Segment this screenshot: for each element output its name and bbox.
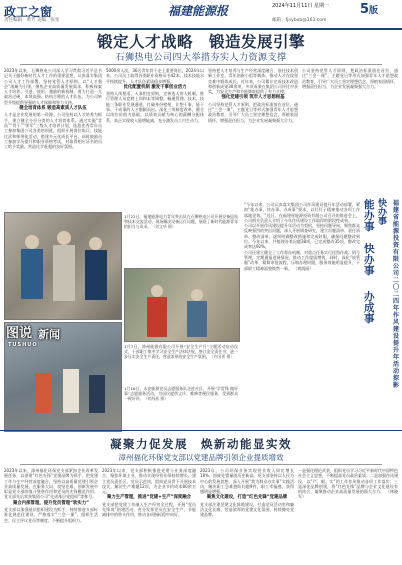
article1-column-4 xyxy=(302,68,398,198)
article1-subheading: 健全培育体系 锻造高素质人才队伍 xyxy=(19,106,87,112)
article1-paragraph: 人才是企业发展的第一资源。公司坚持以人才培养为抓手，建立健全分层分类的人才培育体系。通过实施“青苗”“骨干”“领军”三级人才培养计划，选派优秀青年员工参加集团公司各类培训班，组织开展岗位练兵、技能比武和师带徒活动，搭建多元化成长平台。同时鼓励员工参加学历提升和职业资格考试，对取得相应证书的员工给予奖励，营造比学赶超的良好氛围。 xyxy=(4,112,102,150)
article1-paragraph: 公司坚持党管人才原则，把政治标准放在首位，通过“三会一课”、主题党日等形式加强青年人才思想政治教育，引导广大员工坚定理想信念，厚植家国情怀，增强责任担当，为企业发展凝聚强大合力。 xyxy=(208,101,298,123)
side-title-col2: 快办事 xyxy=(378,199,388,228)
masthead: 福建能源报 xyxy=(168,4,229,18)
article2-column-1: 2023年以来，漳州福化环保党支部紧扣企业改革发展任务，以创建“红色先锋”党建品牌为抓手，把党建工作与生产经营深度融合，坚持以高质量党建引领企业高质量发展，在服务大局、攻坚克难、创新发展中彰显党支部的战斗堡垒作用和党员的先锋模范作用，党支部先后荣获集团公司“先进基层党组织”等称号。 聚合内部管理，提升党员管理“软实力” 党支部以加强基层组织建设为抓手，持续推进支部标准化规范化建设，严格落实“三会一课”、组织生活会、民主评议党员等制度，不断提升组织力。 xyxy=(4,468,98,523)
editor-credit: 责任编辑：黄芳 美编：张星 xyxy=(4,18,60,23)
photo-volunteer-service xyxy=(124,268,240,342)
article1-paragraph: 坚持人岗相适、人事相宜原则，完善选人用人机制。推行管理人员竞聘上岗和末等调整，畅通管理、技术、技能三条职业发展通道，打破身份壁垒，让想干事、能干事、干成事的人才脱颖而出。深化三项制度改革，健全以岗位价值为基础、以绩效贡献为核心的薪酬分配体系，真正实现收入能增能减，充分激发员工内生动力。 xyxy=(106,91,204,123)
article1-column-1 xyxy=(4,68,102,210)
section-divider xyxy=(0,430,402,431)
page-header xyxy=(0,0,402,30)
date-line: 2024年11月11日 星期一 xyxy=(272,3,330,9)
tushuo-logo: 图说 新闻 TUSHUO xyxy=(6,326,60,348)
side-article-body: “今年以来，公司认真落实集团公司作风建设提升年活动部署，紧扣“能办事、快办事、办成事”要求，以钉钉子精神推动各项工作落地见效。”近日，在福建省能源投资有限公司召开的推进会上，公司相关负责人介绍了今年作风建设工作取得的阶段性成效。 公司以开展作风建设提升年活动为契机，坚持问题导向，聚焦群众反映强烈的突出问题，深入开展调查研究，建立问题清单、责任清单、整改清单，逐项明确整改措施和完成时限，确保问题整改到位。今年以来，共梳理各类问题38项，已完成整改35项，整改完成率达92%。 公司还建立健全了工作督办机制，对重点任务实行挂图作战、销号管理，定期通报进展情况，推动工作提质增效。同时，深化“放管服”改革，精简审批流程，压缩办理时限，服务效能明显提升，干部职工精神面貌焕然一新。 （黄润丽） xyxy=(244,202,360,271)
photo-caption-1: 1月22日，福建能源电力青年突击队在石狮热电公司开展设备巡检和技术交流活动，现场解决设备运行问题，展现了新时代能源青年的担当与风采。（刘文华 摄） xyxy=(124,214,238,230)
article2-subtitle: 漳州福化环保党支部以党建品牌引领企业提质增效 xyxy=(118,453,284,462)
article2-divider xyxy=(20,464,382,465)
article1-column-2 xyxy=(106,68,204,210)
article1-paragraph: 坚持把人才培养与生产经营深度融合，依托技术创新工作室、青年创新小组等载体，推动人才在攻坚克难中锻炼成长。近年来，公司累计完成技术改造和创新成果30余项，多项成果在集团公司评比中获奖，为安全生产和节能降耗提供了有力支撑。 xyxy=(208,68,298,95)
article1-title: 锻定人才战略 锻造发展引擎 xyxy=(96,32,305,51)
side-title-c: 办成事 xyxy=(364,291,375,325)
article1-paragraph: 5000余人次，36名青年骨干走上重要岗位。2024年以来，公司员工取得各类职业资格证书42本，技术技能水平持续提升，人才队伍素质稳步增强。 xyxy=(106,68,204,84)
article1-paragraph: 公司坚持党管人才原则，把政治标准放在首位，通过“三会一课”、主题党日等形式加强青年人才思想政治教育，引导广大员工坚定理想信念，厚植家国情怀，增强责任担当，为企业发展凝聚强大合力。 xyxy=(302,68,398,89)
side-title-a: 能办事 xyxy=(364,199,375,233)
editor-email: 邮箱：fjnybxb@163.com xyxy=(272,18,327,23)
photo-caption-3: 1月16日，永安能源党员志愿服务队走进社区，开展“学雷锋 做好事”志愿服务活动，为居民提供义诊、维修等便民服务，受到群众一致好评。（何海燕 摄） xyxy=(124,386,238,402)
article2-column-4: 一是强化理论武装，组织党员学习习近平新时代中国特色社会主义思想，不断提高党员政治素质；二是加强作风建设，以“严、细、实”的工作作风推动各项工作落实；三是深化品牌创建，将“红色先锋”品牌与企业文化建设有机结合，凝聚推动企业高质量发展的强大合力。 （林晓军） xyxy=(298,468,398,500)
article2-column-3: 2023年，公司环保业务实现营业收入同比增长18%，固废处置量创历史新高。党支部坚持以人民为中心的发展思想，深入开展“我为群众办实事”实践活动，解决职工急难愁盼问题9件，职工幸福感、获得感明显增强。 聚焦文化建设，打造“红色先锋”党建品牌 党支部注重党建文化阵地建设，打造党员活动室和廉洁文化长廊，营造浓厚的党建文化氛围，持续擦亮党建品牌。 xyxy=(200,468,294,518)
page-number: 5版 xyxy=(360,2,379,17)
article2-title: 凝聚力促发展 焕新动能显实效 xyxy=(110,437,292,451)
title-divider xyxy=(20,64,382,65)
article1-subheading: 强化党建引领 筑牢人才思想根基 xyxy=(221,95,285,101)
article1-subheading: 优化配置机制 激发干事创业活力 xyxy=(123,84,187,90)
side-vertical-subtitle: 福建省能源投资有限公司二〇二四年作风建设提升年活动掠影 xyxy=(393,200,400,389)
article1-column-3 xyxy=(208,68,298,198)
photo-caption-2: 1月7日，漳州能源有限公司开展“安全生产月”主题活动启动仪式，干部职工集中学习安全生产法律法规，签订安全责任书，进一步压实安全生产责任，营造浓厚的安全生产氛围。（许国勇 摄） xyxy=(124,344,238,360)
side-title-b: 快办事 xyxy=(364,243,375,277)
section-title: 政工之窗 xyxy=(4,5,53,19)
article1-paragraph: 2023年以来，石狮热电公司深入学习贯彻习近平总书记关于做好新时代人才工作的重要思想，认真落实集团公司人才工作部署，坚持党管人才原则，以“人才强企”战略为引领，聚焦企业高质量发展需求，积极探索人才培养、引进、使用、激励的新机制，着力打造一支政治过硬、本领高强、结构合理的人才队伍，为公司转型升级提供坚强的人才保障和智力支持。 xyxy=(4,68,102,105)
article1-subtitle: 石狮热电公司四大举措夯实人力资源支撑 xyxy=(115,53,287,63)
photo-youth-team xyxy=(4,212,122,320)
article2-column-2: 2023年以来，党支部积极推进党建与业务深度融合，聚焦环保主业，推动实现经营业绩持续增长。建立党员责任区、党员示范岗，组织党员骨干开展技术攻关，解决生产难题12项，为企业节约成本80余万元。 聚力生产管理，推进“党建+生产”深度融合 党支部把党建工作融入生产经营全过程，开展“党员先锋岗”创建活动，充分发挥党员在安全生产、节能减排中的带头作用，推动各项指标稳中向好。 xyxy=(102,468,196,518)
